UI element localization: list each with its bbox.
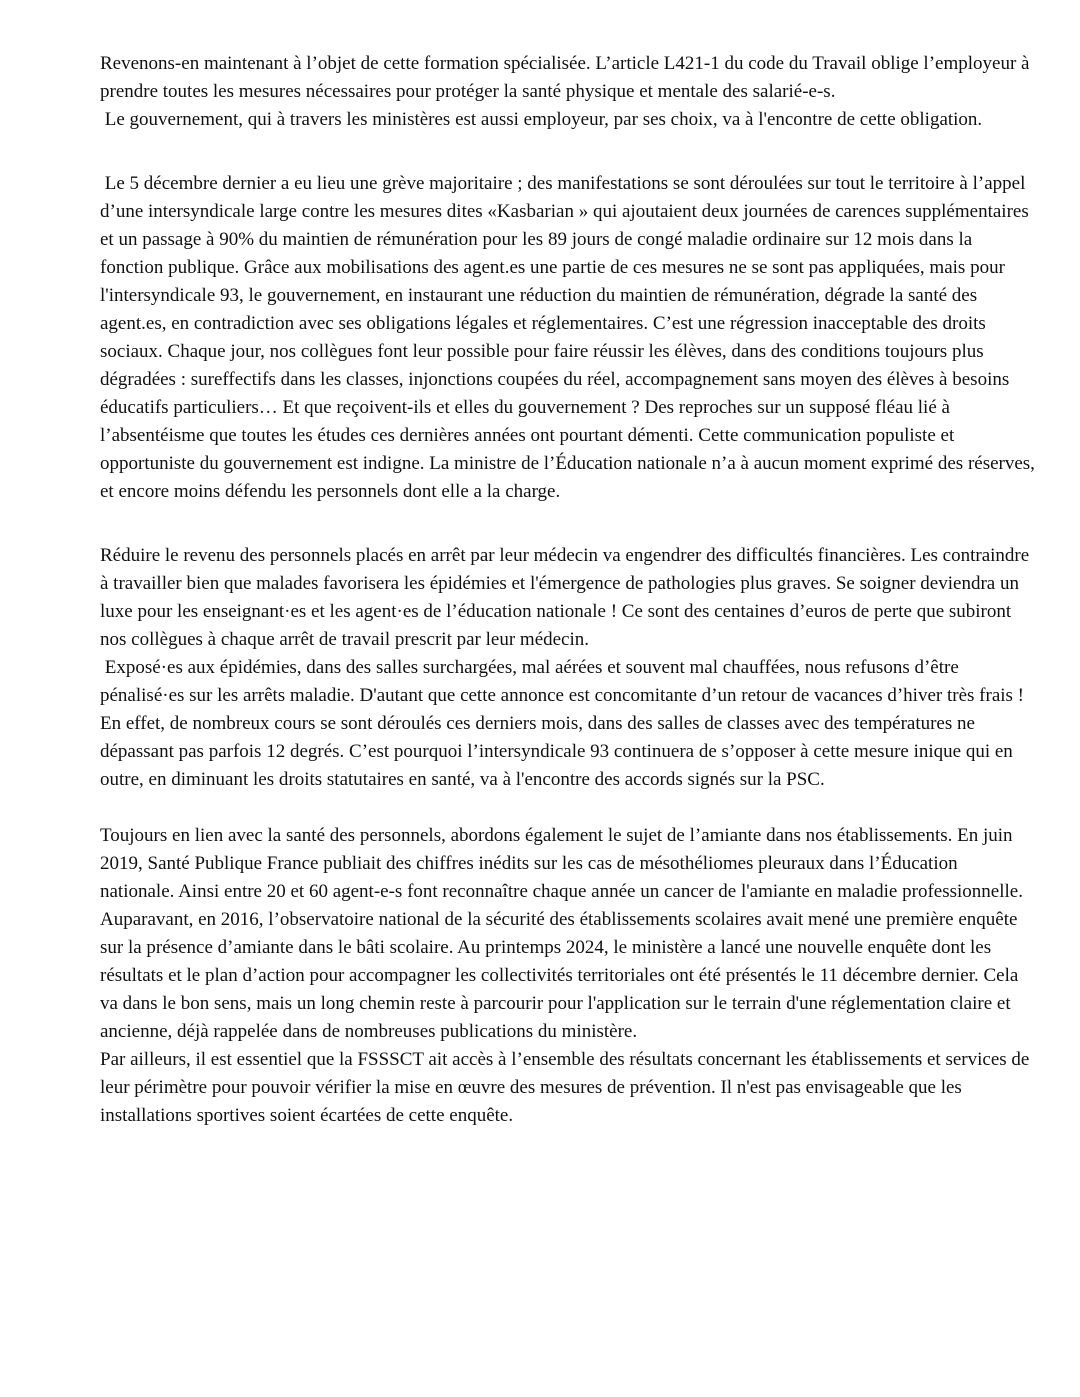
paragraph-gouvernement-obligation bbox=[100, 106, 1035, 134]
paragraph-gap bbox=[100, 506, 1035, 542]
paragraph-greve-5-decembre bbox=[100, 170, 1035, 506]
paragraph-gouvernement-text: Le gouvernement, qui à travers les ministères est aussi employeur, par ses choix, va à l'encontre de cette obligation. bbox=[104, 109, 983, 130]
paragraph-formation-intro: Revenons-en maintenant à l’objet de cette formation spécialisée. L’article L421-1 du code du Travail oblige l’employeur à prendre toutes les mesures nécessaires pour protéger la santé physique et mentale des salarié-e-s. bbox=[100, 53, 1030, 102]
paragraph-expose-text: Exposé·es aux épidémies, dans des salles surchargées, mal aérées et souvent mal chauffées, nous refusons d’être pénalisé·es sur les arrêts maladie. D'autant que cette annonce est concomitante d’un retour de vacances d’hiver très frais ! En effet, de nombreux cours se sont déroulés ces derniers mois, dans des salles de classes avec des températures ne dépassant pas parfois 12 degrés. C’est pourquoi l’intersyndicale 93 continuera de s’opposer à cette mesure inique qui en outre, en diminuant les droits statutaires en santé, va à l'encontre des accords signés sur la PSC. bbox=[100, 657, 1024, 790]
paragraph-reduire-revenu: Réduire le revenu des personnels placés en arrêt par leur médecin va engendrer des difficultés financières. Les contraindre à travailler bien que malades favorisera les épidémies et l'émergence de pathologies plus graves. Se soigner deviendra un luxe pour les enseignant·es et les agent·es de l’éducation nationale ! Ce sont des centaines d’euros de perte que subiront nos collègues à chaque arrêt de travail prescrit par leur médecin. bbox=[100, 545, 1030, 650]
paragraph-greve-text: Le 5 décembre dernier a eu lieu une grève majoritaire ; des manifestations se sont déroulées sur tout le territoire à l’appel d’une intersyndicale large contre les mesures dites «Kasbarian » qui ajoutaient deux journées de carences supplémentaires et un passage à 90% du maintien de rémunération pour les 89 jours de congé maladie ordinaire sur 12 mois dans la fonction publique. Grâce aux mobilisations des agent.es une partie de ces mesures ne se sont pas appliquées, mais pour l'intersyndicale 93, le gouvernement, en instaurant une réduction du maintien de rémunération, dégrade la santé des agent.es, en contradiction avec ses obligations légales et réglementaires. C’est une régression inacceptable des droits sociaux. Chaque jour, nos collègues font leur possible pour faire réussir les élèves, dans des conditions toujours plus dégradées : sureffectifs dans les classes, injonctions coupées du réel, accompagnement sans moyen des élèves à besoins éducatifs particuliers… Et que reçoivent-ils et elles du gouvernement ? Des reproches sur un supposé fléau lié à l’absentéisme que toutes les études ces dernières années ont pourtant démenti. Cette communication populiste et opportuniste du gouvernement est indigne. La ministre de l’Éducation nationale n’a à aucun moment exprimé des réserves, et encore moins défendu les personnels dont elle a la charge. bbox=[100, 173, 1035, 502]
paragraph-expose-epidemies bbox=[100, 654, 1035, 794]
document-body bbox=[100, 50, 1035, 1130]
paragraph-amiante: Toujours en lien avec la santé des personnels, abordons également le sujet de l’amiante dans nos établissements. En juin 2019, Santé Publique France publiait des chiffres inédits sur les cas de mésothéliomes pleuraux dans l’Éducation nationale. Ainsi entre 20 et 60 agent-e-s font reconnaître chaque année un cancer de l'amiante en maladie professionnelle. Auparavant, en 2016, l’observatoire national de la sécurité des établissements scolaires avait mené une première enquête sur la présence d’amiante dans le bâti scolaire. Au printemps 2024, le ministère a lancé une nouvelle enquête dont les résultats et le plan d’action pour accompagner les collectivités territoriales ont été présentés le 11 décembre dernier. Cela va dans le bon sens, mais un long chemin reste à parcourir pour l'application sur le terrain d'une réglementation claire et ancienne, déjà rappelée dans de nombreuses publications du ministère. bbox=[100, 825, 1023, 1042]
paragraph-gap bbox=[100, 794, 1035, 822]
paragraph-fsssct: Par ailleurs, il est essentiel que la FSSSCT ait accès à l’ensemble des résultats concernant les établissements et services de leur périmètre pour pouvoir vérifier la mise en œuvre des mesures de prévention. Il n'est pas envisageable que les installations sportives soient écartées de cette enquête. bbox=[100, 1049, 1030, 1126]
paragraph-gap bbox=[100, 134, 1035, 170]
